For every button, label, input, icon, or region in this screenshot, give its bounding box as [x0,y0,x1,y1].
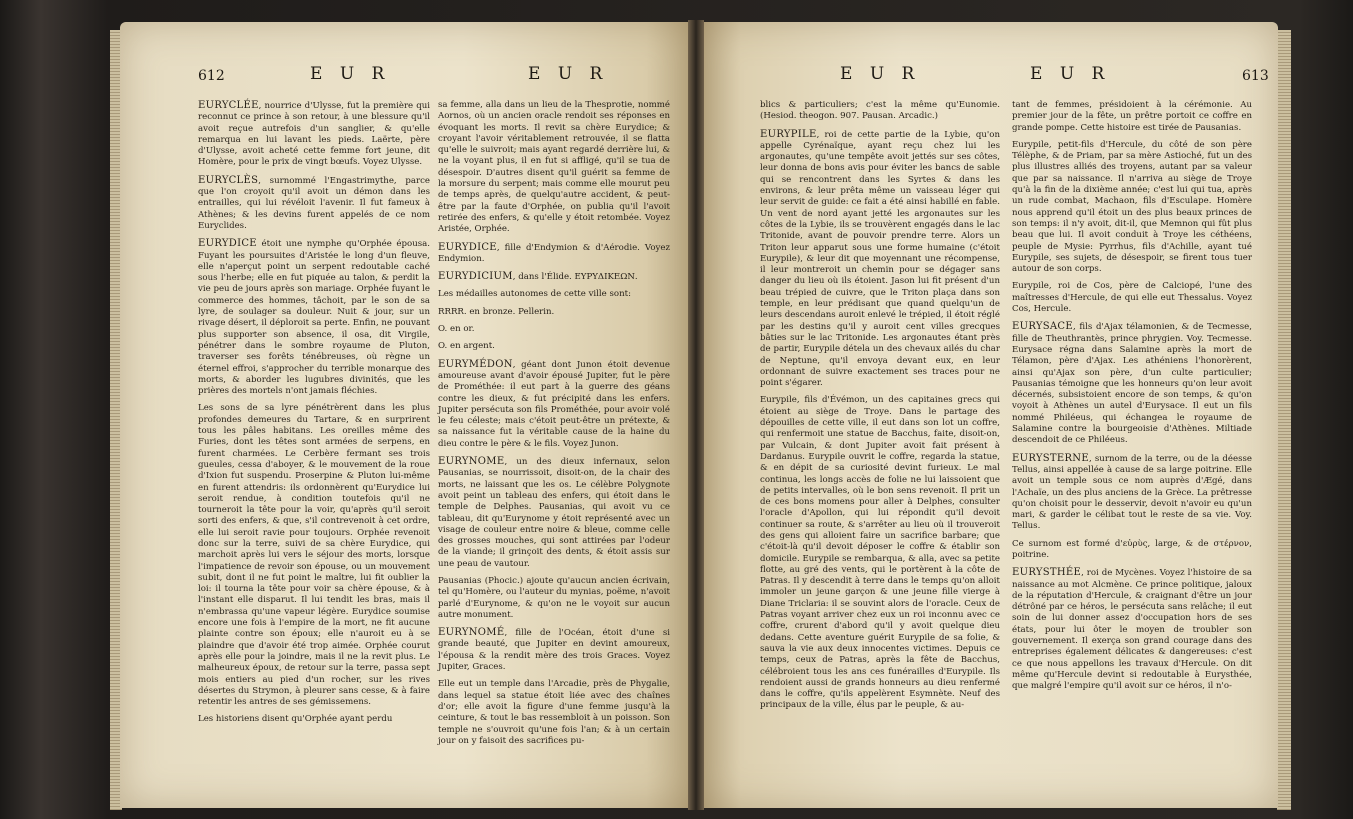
entry-text: blics & particuliers; c'est la même qu'Eunomie. (Hesiod. theogon. 907. Pausan. Arcadic.) [760,100,1000,122]
entry-text: , géant dont Junon étoit devenue amoureuse avant d'avoir épousé Jupiter, fut le père de Prométhée: il eut part à la guerre des géans contre les dieux, & fut précipité dans les enfers. Jupiter persécuta son fils Prométhée, pour avoir volé le feu céleste; mais c'étoit peut-être un prétexte, & sa naissance fut la véritable cause de la haine du dieu contre le père & le fils. Voyez Junon. [438,359,670,449]
page-edges-right [1277,30,1291,810]
dictionary-entry [760,100,1000,123]
dictionary-entry [438,359,670,450]
dictionary-entry [1012,140,1252,276]
entry-text: tant de femmes, présidoient à la cérémonie. Au premier jour de la fête, un prêtre portoit ce coffre en grande pompe. Cette histoire est tirée de Pausanias. [1012,100,1252,133]
entry-text: , roi de Mycènes. Voyez l'histoire de sa naissance au mot Alcmène. Ce prince politique, jaloux de la réputation d'Hercule, & craignant d'être un jour détrôné par ce héros, le persécuta sans relâche; il eut soin de lui donner assez d'occupation hors de ses états, pour lui ôter le moyen de troubler son gouvernement. Il exerça son grand courage dans des entreprises également délicates & dangereuses: c'est ce que nous appellons les travaux d'Hercule. On dit même qu'Hercule devint si redoutable à Eurysthée, que malgré l'empire qu'il avoit sur ce héros, il n'o- [1012,568,1252,692]
dictionary-entry [760,129,1000,390]
entry-text: RRRR. en bronze. Pellerin. [438,306,555,317]
dictionary-entry [1012,321,1252,446]
dictionary-entry [1012,539,1252,562]
entry-text: Ce surnom est formé d'εὐρὺς, large, & de στέρνον, poitrine. [1012,538,1252,560]
entry-headword: EURYCLÈS [198,174,259,186]
entry-text: Eurypile, fils d'Évémon, un des capitaines grecs qui étoient au siège de Troye. Dans le partage des dépouilles de cette ville, il eut dans son lot un coffre, qui renfermoit une statue de Bacchus, faite, disoit-on, par Vulcain, & dont Jupiter avoit fait présent à Dardanus. Eurypile ouvrit le coffre, regarda la statue, & en dépit de sa curiosité devint furieux. Le mal continua, les longs accès de folie ne lui laissoient que de petits intervalles, où le bon sens revenoit. Il prit un de ces bons momens pour aller à Delphes, consulter l'oracle d'Apollon, qui lui répondit qu'il devoit continuer sa route, & s'arrêter au lieu où il trouveroit des gens qui alloient faire un sacrifice barbare; que c'étoit-là qu'il devoit déposer le coffre & établir son domicile. Eurypile se rembarqua, & alla, avec sa petite flotte, au gré des vents, qui le portèrent à la côte de Patras. Il y descendit à terre dans le temps qu'on alloit immoler un jeune garçon & une jeune fille vierge à Diane Triclaria: il se souvint alors de l'oracle. Ceux de Patras voyant arriver chez eux un roi inconnu avec ce coffre, crurent d'abord qu'il y avoit quelque dieu dedans. Cette aventure guérit Eurypile de sa folie, & sauva la vie aux deux innocentes victimes. Depuis ce temps, ceux de Patras, après la fête de Bacchus, célébroient tous les ans ces funérailles d'Eurypile. Ils rendoient aussi de grands honneurs au dieu renfermé dans le coffre, qu'ils appelèrent Esymnète. Neuf des principaux de la ville, élus par le peuple, & au- [760,395,1000,711]
dictionary-entry [198,714,430,725]
running-header: E U R [1030,64,1111,84]
entry-headword: EURYSTERNE [1012,452,1089,464]
entry-text: , surnommé l'Engastrimythe, parce que l'on croyoit qu'il avoit un démon dans les entrailles, qui lui révéloit l'avenir. Il fut fameux à Athènes; & les devins furent appelés de ce nom Euryclides. [198,175,430,231]
right-page [700,22,1278,808]
page-number: 613 [1242,68,1269,84]
running-header: E U R [528,64,609,84]
entry-headword: EURYDICE [438,241,497,253]
entry-text: , roi de cette partie de la Lybie, qu'on appelle Cyrénaïque, ayant reçu chez lui les argonautes, qu'une tempête avoit jettés sur ses côtes, leur donna de bons avis pour éviter les bancs de sable qui se rencontrent dans les Syrtes & dans les environs, & leur prêta même un vaisseau léger qui leur servit de guide: ce fait a été ainsi habillé en fable. Un vent de nord ayant jetté les argonautes sur les côtes de la Lybie, ils se trouvèrent engagés dans le lac Tritonide, avant de pouvoir prendre terre. Alors un Triton leur apparut sous une forme humaine (c'étoit Eurypile), & leur dit que moyennant une récompense, il leur montreroit un chemin pour se dégager sans danger du lieu où ils étoient. Jason lui fit présent d'un beau trépied de cuivre, que le Triton plaça dans son temple, en leur prédisant que quand quelqu'un de leurs descendans auroit enlevé le trépied, il étoit réglé par les destins qu'il y auroit cent villes grecques bâties sur le lac Tritonide. Les argonautes étant près de partir, Eurypile détela un des chevaux ailés du char de Neptune, qu'il envoya devant eux, en leur ordonnant de suivre exactement ses traces pour ne point s'égarer. [760,129,1000,389]
dictionary-entry [1012,100,1252,134]
entry-text: Eurypile, petit-fils d'Hercule, du côté de son père Télèphe, & de Priam, par sa mère Astioché, fut un des plus illustres alliés des troyens, autant par sa valeur que par sa naissance. Il n'arriva au siège de Troye qu'à la fin de la dixième année; c'est lui qui tua, après un rude combat, Machaon, fils d'Esculape. Homère nous apprend qu'il étoit un des plus beaux princes de son temps: il n'y avoit, dit-il, que Memnon qui fût plus beau que lui. Il avoit conduit à Troye les céthéens, peuple de Mysie: Pyrrhus, fils d'Achille, ayant tué Eurypile, ses sujets, de désespoir, se firent tous tuer autour de son corps. [1012,139,1252,275]
left-page [120,22,692,808]
text-column-1 [198,100,430,732]
running-header: E U R [840,64,921,84]
entry-text: sa femme, alla dans un lieu de la Thesprotie, nommé Aornos, où un ancien oracle rendoit ses réponses en évoquant les morts. Il revit sa chère Eurydice; & croyant l'avoir véritablement retrouvée, il se flatta qu'elle le suivroit; mais ayant regardé derrière lui, & ne la voyant plus, il en fut si affligé, qu'il se tua de désespoir. D'autres disent qu'il guérit sa femme de la morsure du serpent; mais comme elle mourut peu de temps après, de quelqu'autre accident, & peut-être par la faute d'Orphée, on publia qu'il l'avoit retirée des enfers, & qu'elle y étoit retombée. Voyez Aristée, Orphée. [438,100,670,235]
text-column-1 [760,100,1000,718]
entry-text: , dans l'Élide. ΕΥΡΥΔΙΚΕΩΝ. [512,272,638,283]
entry-headword: EURYPILE [760,128,817,140]
dictionary-entry [438,289,670,300]
dictionary-entry [1012,281,1252,315]
dictionary-entry [198,175,430,232]
entry-text: Eurypile, roi de Cos, père de Calciopé, l'une des maîtresses d'Hercule, de qui elle eut Thessalus. Voyez Cos, Hercule. [1012,281,1252,315]
entry-text: , un des dieux infernaux, selon Pausanias, se nourrissoit, disoit-on, de la chair des morts, ne laissant que les os. Le célèbre Polygnote avoit peint un tableau des enfers, qui étoit dans le temple de Delphes. Pausanias, qui avoit vu ce tableau, dit qu'Eurynome y étoit représenté avec un visage de couleur entre noire & bleue, comme celle des grosses mouches, qui sont attirées par l'odeur de la viande; il grinçoit des dents, & étoit assis sur une peau de vautour. [438,457,670,569]
dictionary-entry [438,242,670,266]
dictionary-entry [438,456,670,570]
dictionary-entry [198,403,430,708]
dictionary-entry [438,679,670,747]
dictionary-entry [438,341,670,352]
entry-text: , nourrice d'Ulysse, fut la première qui reconnut ce prince à son retour, à une blessure qu'il avoit reçue autrefois d'un sanglier, & qu'elle remarqua en lui lavant les pieds. Laërte, père d'Ulysse, avoit acheté cette femme fort jeune, dit Homère, pour le prix de vingt bœufs. Voyez Ulysse. [198,101,430,168]
entry-text: , fille d'Endymion & d'Aérodie. Voyez Endymion. [438,242,670,264]
entry-headword: EURYNOMÉ [438,627,505,639]
entry-headword: EURYSACE [1012,321,1073,333]
entry-text: O. en or. [438,324,475,335]
page-number: 612 [198,68,225,84]
running-header: E U R [310,64,391,84]
dictionary-entry [438,307,670,318]
dictionary-entry [760,395,1000,711]
entry-headword: EURYSTHÉE [1012,567,1082,579]
entry-text: étoit une nymphe qu'Orphée épousa. Fuyant les poursuites d'Aristée le long d'un fleuve, elle n'aperçut point un serpent redoutable caché sous l'herbe; elle en fut piquée au talon, & perdit la vie peu de jours après son mariage. Orphée fuyant le commerce des hommes, tâchoit, par le son de sa lyre, de soulager sa douleur. Nuit & jour, sur un rivage désert, il déploroit sa perte. Enfin, ne pouvant plus supporter son absence, il osa, dit Virgile, pénétrer dans le sombre royaume de Pluton, traverser ses forêts ténébreuses, où règne un éternel effroi, s'approcher du terrible monarque des morts, & aborder les lugubres divinités, que les prières des mortels n'ont jamais fléchies. [198,239,430,397]
text-column-2 [438,100,670,753]
text-column-2 [1012,100,1252,699]
entry-headword: EURYCLÉE [198,100,259,111]
dictionary-entry [438,627,670,673]
entry-text: Les sons de sa lyre pénétrèrent dans les plus profondes demeures du Tartare, & en surprirent tous les pâles habitans. Les oreilles même des Furies, dont les têtes sont armées de serpens, en furent charmées. Le Cerbère fermant ses trois gueules, cessa d'aboyer, & le mouvement de la roue d'Ixion fut suspendu. Proserpine & Pluton lui-même en furent attendris: ils ordonnèrent qu'Eurydice lui seroit rendue, à condition toutefois qu'il ne tourneroit la tête pour la voir, qu'après qu'il seroit sorti des enfers, & que, s'il contrevenoit à cet ordre, elle lui seroit ravie pour toujours. Orphée revenoit donc sur la terre, suivi de sa chère Eurydice, qui marchoit après lui vers le séjour des morts, lorsque l'impatience de revoir son épouse, ou un mouvement subit, dont il ne fut point le maître, lui fit oublier la loi: il tourna la tête pour voir sa chère épouse, & à l'instant elle disparut. Il lui tendit les bras, mais il n'embrassa qu'une vapeur légère. Eurydice soumise encore une fois à l'empire de la mort, ne fit aucune plainte contre son époux; elle n'auroit eu à se plaindre que d'avoir été trop aimée. Orphée courut après elle pour la joindre, mais il ne la revit plus. Le malheureux époux, de retour sur la terre, passa sept mois entiers au pied d'un rocher, sur les rives désertes du Strymon, à pleurer sans cesse, & à faire retentir les antres de ses gémissemens. [198,403,430,708]
entry-text: Pausanias (Phocic.) ajoute qu'aucun ancien écrivain, tel qu'Homère, ou l'auteur du mynias, poëme, n'avoit parlé d'Eurynome, & qu'on ne le voyoit sur aucun autre monument. [438,575,670,620]
dictionary-entry [1012,567,1252,692]
entry-text: Les médailles autonomes de cette ville sont: [438,289,631,300]
dictionary-entry [1012,453,1252,533]
entry-text: , surnom de la terre, ou de la déesse Tellus, ainsi appellée à cause de sa large poitrine. Elle avoit un temple sous ce nom auprès d'Ægé, dans l'Achaïe, un des plus anciens de la Grèce. La prêtresse qu'on choisit pour le desservir, devoit n'avoir eu qu'un mari, & garder le célibat tout le reste de sa vie. Voy. Tellus. [1012,453,1252,532]
entry-headword: EURYMÉDON [438,358,513,370]
entry-headword: EURYNOME [438,456,505,468]
entry-text: , fils d'Ajax télamonien, & de Tecmesse, fille de Theuthrantès, prince phrygien. Voy. Tecmesse. Eurysace régna dans Salamine après la mort de Télamon, père d'Ajax. Les athéniens l'honorèrent, ainsi qu'Ajax son père, d'un culte particulier; Pausanias témoigne que les honneurs qu'on leur avoit décernés, subsistoient encore de son temps, & qu'on voyoit à Athènes un autel d'Eurysace. Il eut un fils nommé Philéeus, qui échangea le royaume de Salamine contre la bourgeoisie d'Athènes. Miltiade descendoit de ce Philéeus. [1012,322,1252,446]
dictionary-entry [198,100,430,169]
dictionary-entry [438,576,670,621]
entry-text: Elle eut un temple dans l'Arcadie, près de Phygalie, dans lequel sa statue étoit liée avec des chaînes d'or; elle avoit la figure d'une femme jusqu'à la ceinture, & tout le bas ressembloit à un poisson. Son temple ne s'ouvroit qu'une fois l'an; & à un certain jour on y faisoit des sacrifices pu- [438,679,670,746]
entry-headword: EURYDICE [198,238,257,250]
entry-text: O. en argent. [438,341,495,352]
dictionary-entry [438,271,670,283]
dictionary-entry [438,324,670,335]
book-gutter [688,20,704,810]
entry-text: Les historiens disent qu'Orphée ayant perdu [198,714,393,725]
dictionary-entry [198,238,430,397]
dictionary-entry [438,100,670,236]
entry-text: , fille de l'Océan, étoit d'une si grande beauté, que Jupiter en devint amoureux, l'épousa & la rendit mère des trois Graces. Voyez Jupiter, Graces. [438,628,670,673]
entry-headword: EURYDICIUM [438,271,513,283]
